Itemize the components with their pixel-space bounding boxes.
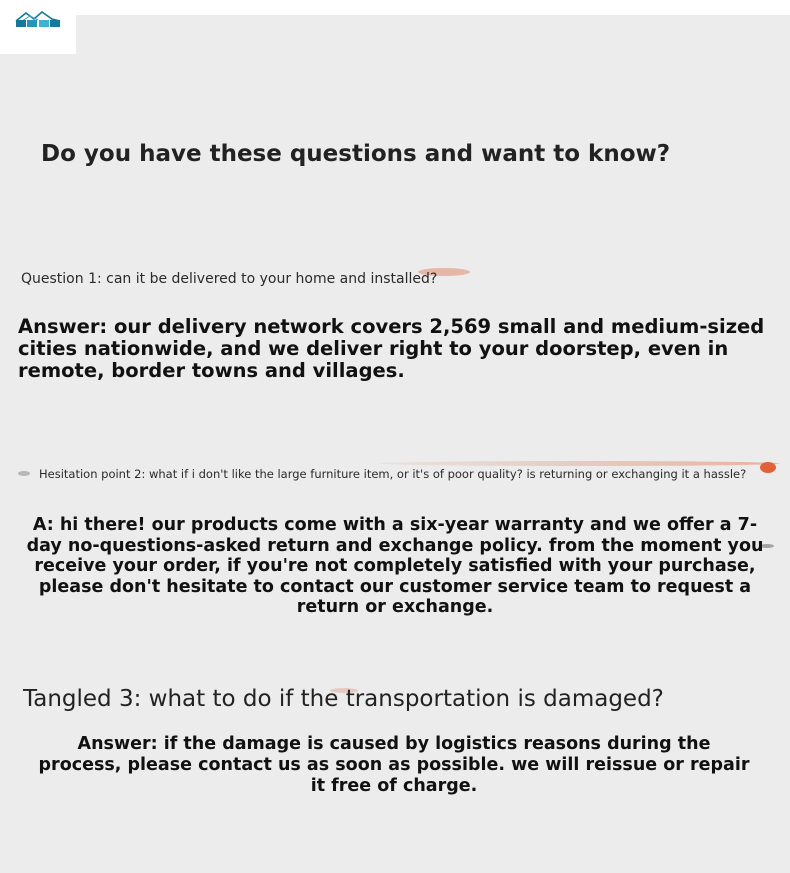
page-title: Do you have these questions and want to know?: [41, 141, 671, 167]
brush-stroke-decoration: [380, 461, 780, 466]
brush-dot-decoration: [760, 462, 776, 473]
brand-logo: [0, 0, 76, 54]
faq-question-1: Question 1: can it be delivered to your home and installed?: [21, 271, 438, 287]
brush-dot-decoration: [18, 471, 30, 476]
logo-wordmark-icon: [14, 20, 62, 28]
faq-question-2: Hesitation point 2: what if i don't like the large furniture item, or it's of poor quality? is returning or exchanging it a hassle?: [39, 467, 747, 481]
faq-answer-1: Answer: our delivery network covers 2,569 small and medium-sized cities nationwide, and we deliver right to your doorstep, even in remote, border towns and villages.: [18, 315, 765, 382]
faq-answer-2: A: hi there! our products come with a six-year warranty and we offer a 7-day no-questions-asked return and exchange policy. from the moment you receive your order, if you're not completely satisfied with your purchase, please don't hesitate to contact our customer service team to request a return or exchange.: [26, 515, 764, 617]
faq-question-3: Tangled 3: what to do if the transportation is damaged?: [23, 686, 664, 712]
faq-answer-3: Answer: if the damage is caused by logistics reasons during the process, please contact us as soon as possible. we will reissue or repair it free of charge.: [38, 734, 750, 796]
